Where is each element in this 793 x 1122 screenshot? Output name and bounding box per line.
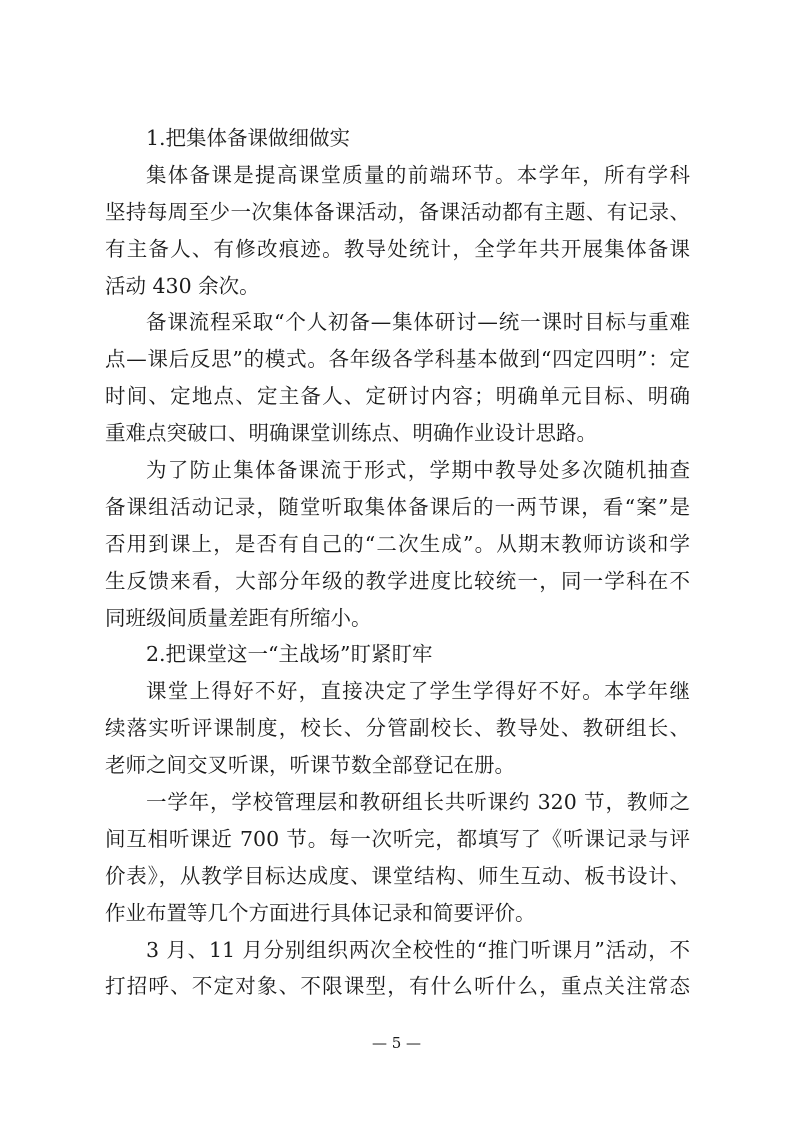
- paragraph-line: 坚持每周至少一次集体备课活动，备课活动都有主题、有记录、: [105, 199, 690, 224]
- section-heading: [105, 636, 690, 673]
- paragraph-line: 否用到课上，是否有自己的“二次生成”。从期末教师访谈和学: [105, 531, 690, 556]
- paragraph-line: 打招呼、不定对象、不限课型，有什么听什么，重点关注常态: [105, 974, 690, 999]
- paragraph: [105, 157, 690, 305]
- paragraph-line: 间互相听课近 700 节。每一次听完，都填写了《听课记录与评: [105, 826, 690, 851]
- page-number: — 5 —: [371, 1034, 422, 1052]
- paragraph-line: 3 月、11 月分别组织两次全校性的“推门听课月”活动，不: [146, 937, 690, 962]
- paragraph-line: 集体备课是提高课堂质量的前端环节。本学年，所有学科: [146, 162, 690, 187]
- paragraph-line: 老师之间交叉听课，听课节数全部登记在册。: [105, 753, 515, 778]
- paragraph: [105, 452, 690, 636]
- paragraph-line: 为了防止集体备课流于形式，学期中教导处多次随机抽查: [146, 458, 690, 483]
- paragraph-line: 重难点突破口、明确课堂训练点、明确作业设计思路。: [105, 421, 597, 446]
- paragraph-line: 备课组活动记录，随堂听取集体备课后的一两节课，看“案”是: [105, 494, 690, 519]
- paragraph-line: 作业布置等几个方面进行具体记录和简要评价。: [105, 900, 536, 925]
- heading-text: 1.把集体备课做细做实: [146, 126, 351, 150]
- section-heading: [105, 120, 690, 157]
- paragraph: [105, 932, 690, 1006]
- paragraph-line: 点—课后反思”的模式。各年级各学科基本做到“四定四明”：定: [105, 347, 690, 372]
- paragraph-line: 有主备人、有修改痕迹。教导处统计，全学年共开展集体备课: [105, 236, 690, 261]
- paragraph-line: 活动 430 余次。: [105, 273, 260, 298]
- paragraph: [105, 784, 690, 932]
- paragraph-line: 价表》，从教学目标达成度、课堂结构、师生互动、板书设计、: [105, 863, 690, 888]
- paragraph-line: 生反馈来看，大部分年级的教学进度比较统一，同一学科在不: [105, 568, 690, 593]
- paragraph-line: 备课流程采取“个人初备—集体研讨—统一课时目标与重难: [146, 310, 690, 335]
- paragraph: [105, 673, 690, 784]
- document-body: [105, 120, 690, 1005]
- paragraph-line: 续落实听评课制度，校长、分管副校长、教导处、教研组长、: [105, 716, 690, 741]
- heading-text: 2.把课堂这一“主战场”盯紧盯牢: [146, 642, 433, 667]
- paragraph: [105, 304, 690, 452]
- paragraph-line: 时间、定地点、定主备人、定研讨内容；明确单元目标、明确: [105, 384, 690, 409]
- paragraph-line: 一学年，学校管理层和教研组长共听课约 320 节，教师之: [146, 790, 690, 815]
- paragraph-line: 同班级间质量差距有所缩小。: [105, 605, 372, 630]
- paragraph-line: 课堂上得好不好，直接决定了学生学得好不好。本学年继: [146, 679, 690, 704]
